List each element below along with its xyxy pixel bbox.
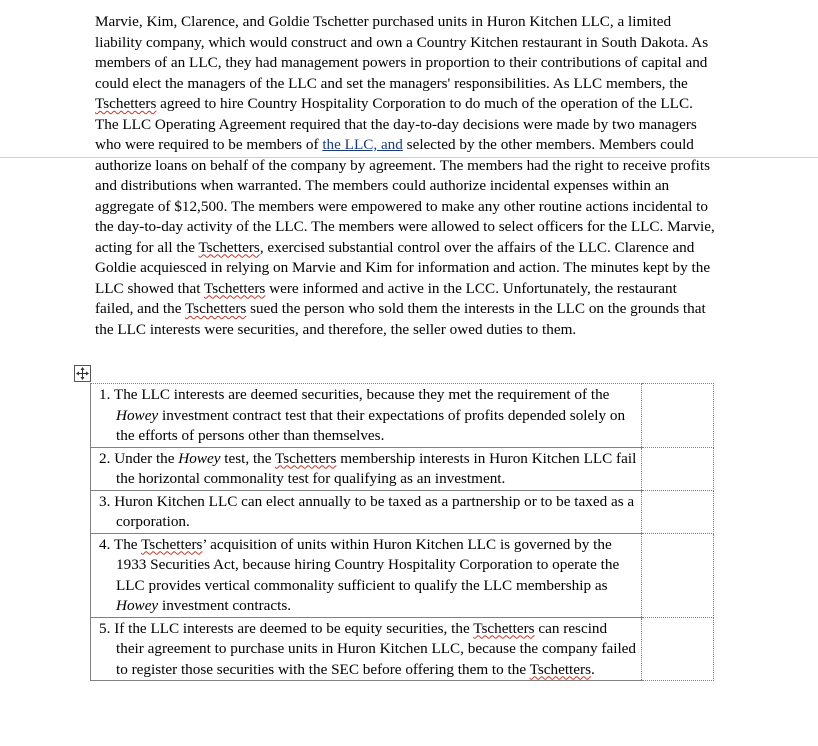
spellcheck-word[interactable]: Tschetters xyxy=(141,535,203,553)
option-text: 2. Under the xyxy=(99,449,179,467)
answer-cell[interactable] xyxy=(641,617,713,681)
option-text-italic: Howey xyxy=(178,449,221,467)
table-row xyxy=(91,533,714,617)
passage-text: Marvie, Kim, Clarence, and Goldie Tschetter purchased units in Huron Kitchen LLC, a limited liability company, which would construct and own a Country Kitchen restaurant in South Dakota. As members of an LLC, they had management powers in proportion to their contributions of capital and could elect the managers of the LLC and set the managers' responsibilities. As LLC members, the xyxy=(95,13,709,92)
option-cell[interactable] xyxy=(91,533,642,617)
passage-text: sued the person who sold them the interests in the LLC on the grounds that the LLC interests were securities, and therefore, the seller owed duties to them. xyxy=(95,300,706,338)
table-row xyxy=(91,384,714,448)
four-arrow-move-icon xyxy=(76,367,89,380)
option-text: 5. If the LLC interests are deemed to be equity securities, the xyxy=(99,619,474,637)
option-text: can rescind their agreement to purchase units in Huron Kitchen LLC, because the company failed to register those securities with the SEC before offering them to the xyxy=(116,619,636,678)
hyperlink-text[interactable]: the LLC, and xyxy=(322,136,403,153)
option-text: 1. The LLC interests are deemed securities, because they met the requirement of the xyxy=(99,386,610,403)
passage-text: selected by the other members. Members could authorize loans on behalf of the company by agreement. The members had the right to receive profits and distributions when warranted. The members could authorize incidental expenses within an aggregate of $12,500. The members were empowered to make any other routine actions incidental to the day-to-day activity of the LLC. The members were allowed to select officers for the LLC. Marvie, acting for all the xyxy=(95,136,715,256)
passage-text: agreed to hire Country Hospitality Corporation to do much of the operation of the LLC. The LLC Operating Agreement required that the day-to-day decisions were made by two managers who were required to be members of xyxy=(95,95,697,153)
option-text: test, the xyxy=(220,449,276,467)
spellcheck-word[interactable]: Tschetters xyxy=(275,449,337,467)
option-text: . xyxy=(590,660,595,678)
case-passage xyxy=(95,12,715,340)
option-cell[interactable] xyxy=(91,447,642,490)
table-row xyxy=(91,617,714,681)
answer-cell[interactable] xyxy=(641,447,713,490)
answer-cell[interactable] xyxy=(641,384,713,448)
spellcheck-word[interactable]: Tschetters xyxy=(95,95,157,112)
table-row xyxy=(91,490,714,533)
spellcheck-word[interactable]: Tschetters xyxy=(529,660,591,678)
answer-options-table xyxy=(90,383,714,681)
passage-text: , exercised substantial control over the affairs of the LLC. Clarence and Goldie acquiesced in relying on Marvie and Kim for information and action. The minutes kept by the LLC showed that xyxy=(95,238,711,297)
option-text: 3. Huron Kitchen LLC can elect annually to be taxed as a partnership or to be taxed as a corporation. xyxy=(99,492,635,530)
answer-cell[interactable] xyxy=(641,533,713,617)
spellcheck-word[interactable]: Tschetters xyxy=(198,238,260,256)
option-cell[interactable] xyxy=(91,384,642,448)
option-text: membership interests in Huron Kitchen LLC fail the horizontal commonality test for qualifying as an investment. xyxy=(116,449,637,487)
table-move-handle[interactable] xyxy=(74,365,91,382)
option-text: investment contracts. xyxy=(158,597,292,614)
spellcheck-word[interactable]: Tschetters xyxy=(184,300,247,317)
option-text: investment contract test that their expectations of profits depended solely on the efforts of persons other than themselves. xyxy=(116,406,626,444)
option-cell[interactable] xyxy=(91,617,642,681)
passage-text: were informed and active in the LCC. Unfortunately, the restaurant failed, and the xyxy=(95,279,677,317)
option-text-italic: Howey xyxy=(116,597,159,614)
option-text: ’ acquisition of units within Huron Kitchen LLC is governed by the 1933 Securities Act, because hiring Country Hospitality Corporation to operate the LLC provides vertical commonality sufficient to qualify the LLC membership as xyxy=(116,535,620,594)
option-text: 4. The xyxy=(99,535,142,553)
option-cell[interactable] xyxy=(91,490,642,533)
answer-cell[interactable] xyxy=(641,490,713,533)
option-text-italic: Howey xyxy=(116,406,159,424)
table-row xyxy=(91,447,714,490)
spellcheck-word[interactable]: Tschetters xyxy=(473,619,535,637)
spellcheck-word[interactable]: Tschetters xyxy=(203,279,266,297)
